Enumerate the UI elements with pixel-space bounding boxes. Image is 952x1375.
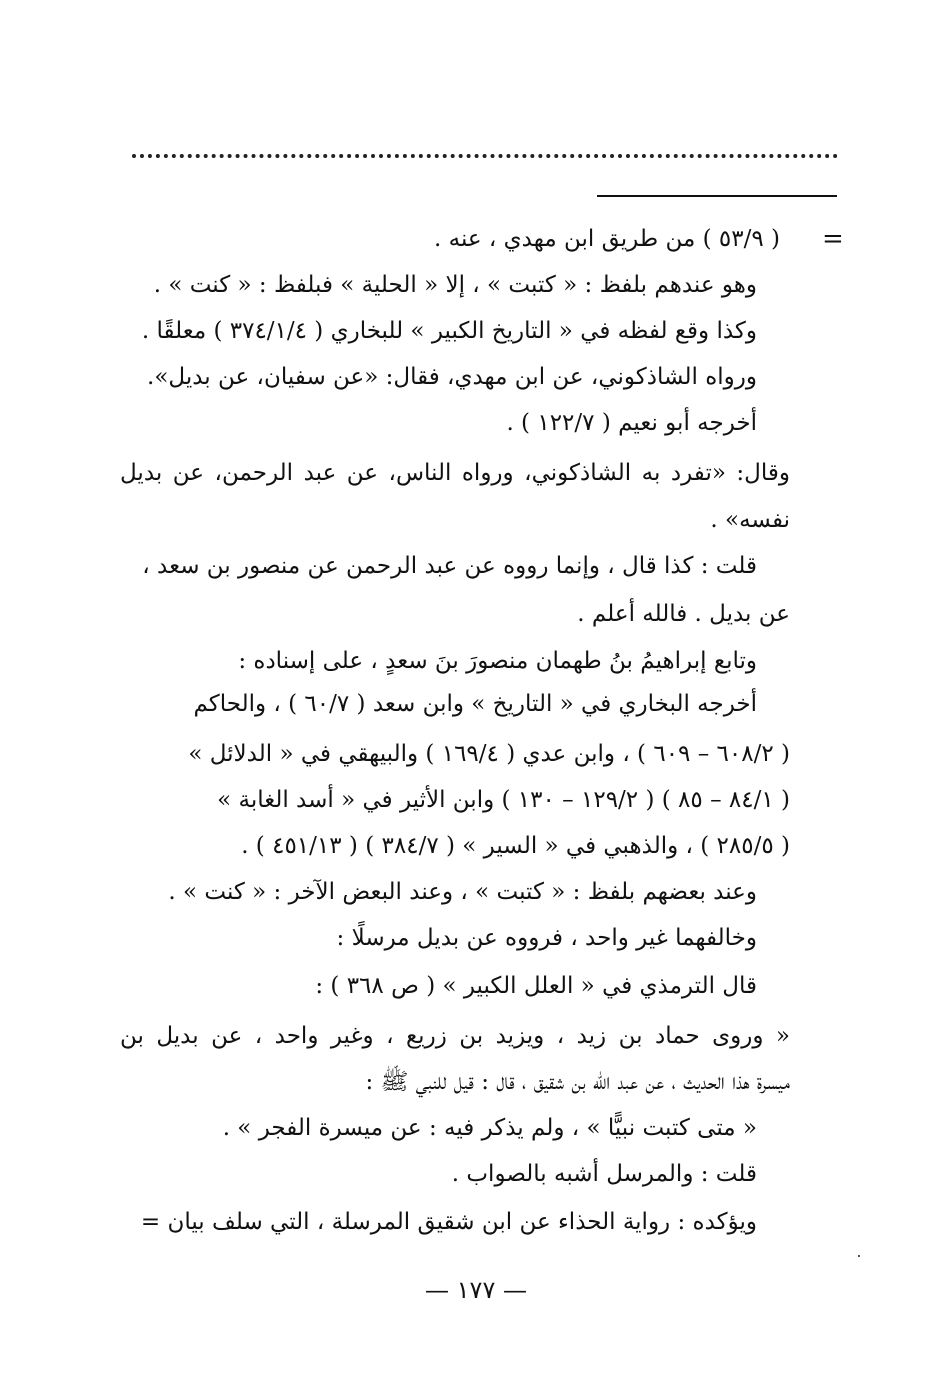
- text-line-4: ورواه الشاذكوني، عن ابن مهدي، فقال: «عن سفيان، عن بديل».: [147, 364, 757, 390]
- text-line-18: « وروى حماد بن زيد ، ويزيد بن زريع ، وغير واحد ، عن بديل بن: [120, 1023, 790, 1049]
- text-line-9: عن بديل . فالله أعلم .: [577, 601, 790, 627]
- text-line-20: « متى كتبت نبيًّا » ، ولم يذكر فيه : عن ميسرة الفجر » .: [222, 1115, 757, 1141]
- text-line-2: وهو عندهم بلفظ : « كتبت » ، إلا « الحلية » فبلفظ : « كنت » .: [153, 272, 757, 298]
- text-line-14: ( ٢٨٥/٥ ) ، والذهبي في « السير » ( ٣٨٤/٧ ) ( ٤٥١/١٣ ) .: [241, 833, 790, 859]
- text-line-19: ميسرة هذا الحديث ، عن عبد الله بن شقيق ، قال : قيل للنبي ﷺ :: [365, 1069, 790, 1095]
- text-line-6: وقال: «تفرد به الشاذكوني، ورواه الناس، عن عبد الرحمن، عن بديل: [120, 460, 790, 486]
- text-line-16: وخالفهما غير واحد ، فرووه عن بديل مرسلًا :: [336, 925, 757, 951]
- dotted-separator: [132, 154, 838, 158]
- text-line-1: ( ٥٣/٩ ) من طريق ابن مهدي ، عنه .: [433, 226, 780, 252]
- text-line-13: ( ٨٤/١ – ٨٥ ) ( ١٢٩/٢ – ١٣٠ ) وابن الأثير في « أسد الغابة »: [217, 787, 790, 813]
- text-line-5: أخرجه أبو نعيم ( ١٢٢/٧ ) .: [506, 410, 757, 436]
- text-line-10: وتابع إبراهيمُ بنُ طهمان منصورَ بنَ سعدٍ ، على إسناده :: [238, 648, 757, 674]
- text-line-17: قال الترمذي في « العلل الكبير » ( ص ٣٦٨ ) :: [315, 973, 757, 999]
- text-line-3: وكذا وقع لفظه في « التاريخ الكبير » للبخاري ( ٣٧٤/١/٤ ) معلقًا .: [141, 318, 757, 344]
- text-line-21: قلت : والمرسل أشبه بالصواب .: [451, 1161, 757, 1187]
- footnote-rule: [597, 195, 837, 197]
- scan-speck: [858, 1255, 860, 1257]
- continuation-mark: =: [822, 224, 844, 254]
- text-line-8: قلت : كذا قال ، وإنما رووه عن عبد الرحمن عن منصور بن سعد ،: [142, 553, 757, 579]
- text-line-15: وعند بعضهم بلفظ : « كتبت » ، وعند البعض الآخر : « كنت » .: [168, 879, 757, 905]
- page-number: — ١٧٧ —: [425, 1276, 527, 1304]
- text-line-12: ( ٦٠٨/٢ – ٦٠٩ ) ، وابن عدي ( ١٦٩/٤ ) والبيهقي في « الدلائل »: [188, 741, 790, 767]
- text-line-22: ويؤكده : رواية الحذاء عن ابن شقيق المرسلة ، التي سلف بيان =: [140, 1209, 757, 1235]
- text-line-7: نفسه» .: [710, 507, 790, 533]
- text-line-11: أخرجه البخاري في « التاريخ » وابن سعد ( ٦٠/٧ ) ، والحاكم: [193, 691, 757, 717]
